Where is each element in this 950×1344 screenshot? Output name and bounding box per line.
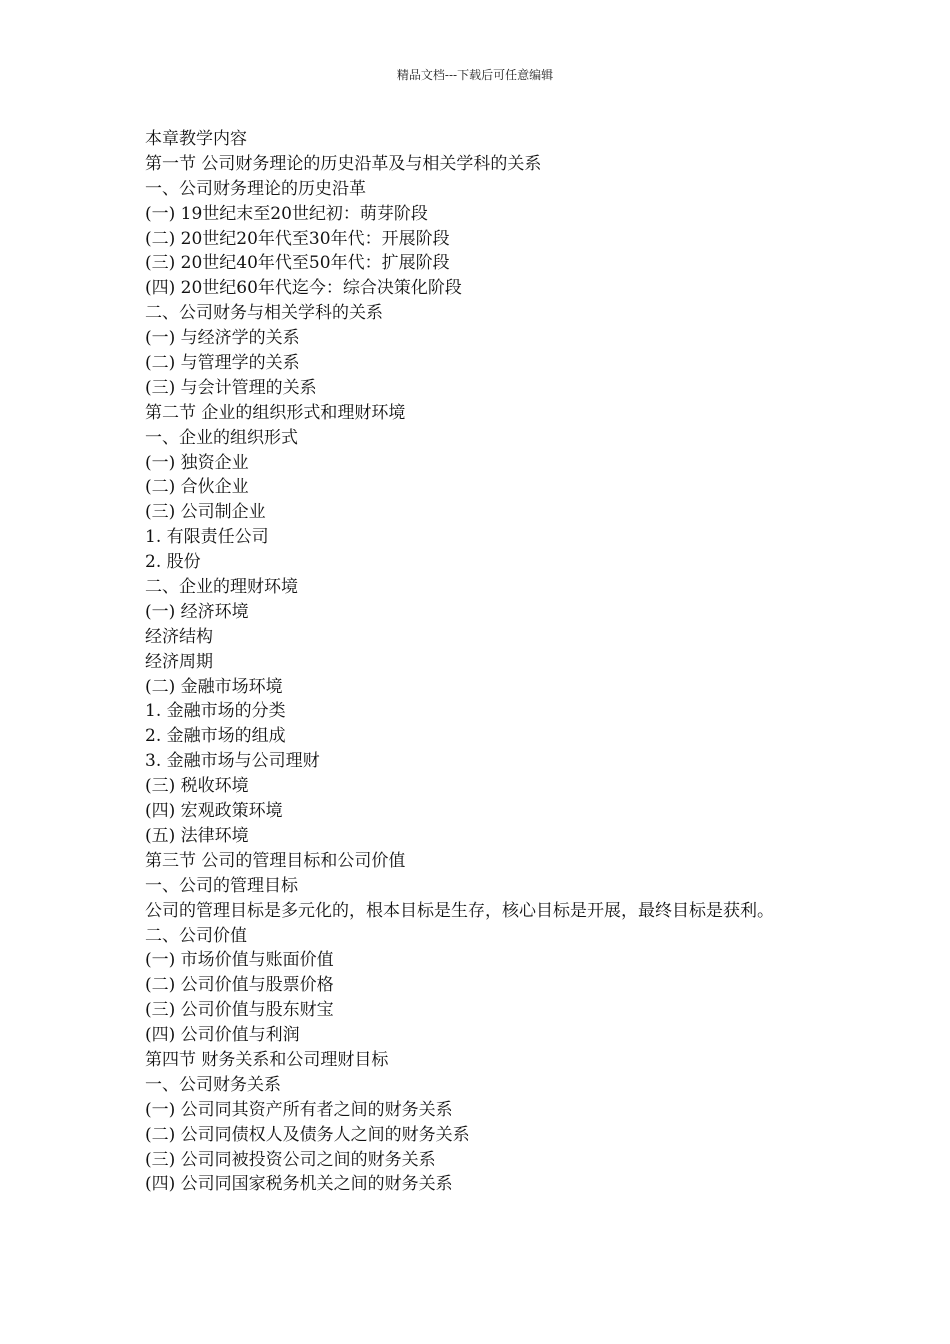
outline-line: (三) 税收环境 (145, 776, 249, 797)
outline-line: (二) 与管理学的关系 (145, 353, 300, 374)
outline-line: 第三节 公司的管理目标和公司价值 (145, 850, 406, 871)
outline-line: (一) 19世纪末至20世纪初：萌芽阶段 (145, 203, 428, 224)
outline-line: (一) 市场价值与账面价值 (145, 950, 334, 971)
page-header: 精品文档---下载后可任意编辑 (396, 68, 554, 82)
outline-line: 第一节 公司财务理论的历史沿革及与相关学科的关系 (145, 153, 542, 174)
outline-line: 1. 金融市场的分类 (145, 701, 286, 722)
outline-line: (三) 公司同被投资公司之间的财务关系 (145, 1149, 436, 1170)
outline-line: (二) 20世纪20年代至30年代：开展阶段 (145, 228, 450, 249)
outline-line: 二、企业的理财环境 (145, 577, 298, 598)
goal-paragraph: 公司的管理目标是多元化的，根本目标是生存，核心目标是开展，最终目标是获利。 (145, 900, 774, 921)
outline-line: (二) 公司同债权人及债务人之间的财务关系 (145, 1124, 470, 1145)
outline-line: 1. 有限责任公司 (145, 527, 269, 548)
outline-line: 一、公司财务理论的历史沿革 (145, 178, 366, 199)
outline-line: (一) 独资企业 (145, 452, 249, 473)
outline-line: 本章教学内容 (145, 129, 247, 149)
outline-line: (四) 20世纪60年代迄今：综合决策化阶段 (145, 278, 462, 299)
outline-line: 二、公司财务与相关学科的关系 (145, 303, 383, 324)
outline-line: 2. 金融市场的组成 (145, 726, 286, 747)
outline-line: 3. 金融市场与公司理财 (145, 751, 320, 772)
outline-line: (三) 公司制企业 (145, 502, 266, 523)
outline-line: 二、公司价值 (145, 925, 247, 946)
outline-line: (三) 20世纪40年代至50年代：扩展阶段 (145, 253, 450, 274)
outline-line: 经济周期 (145, 651, 213, 672)
outline-line: 一、公司财务关系 (145, 1074, 281, 1095)
outline-line: 第二节 企业的组织形式和理财环境 (145, 402, 406, 423)
outline-line: (二) 合伙企业 (145, 477, 249, 498)
outline-line: (四) 宏观政策环境 (145, 801, 283, 822)
outline-section-1 (145, 127, 815, 899)
outline-section-2 (145, 924, 815, 1198)
outline-line: (二) 公司价值与股票价格 (145, 975, 334, 996)
outline-line: 第四节 财务关系和公司理财目标 (145, 1049, 389, 1070)
outline-line: (四) 公司价值与利润 (145, 1025, 300, 1046)
outline-line: 2. 股份 (145, 552, 201, 573)
document-body (145, 127, 815, 1197)
outline-line: 经济结构 (145, 626, 213, 647)
outline-line: (三) 与会计管理的关系 (145, 377, 317, 398)
outline-line: (四) 公司同国家税务机关之间的财务关系 (145, 1174, 453, 1195)
outline-line: (一) 与经济学的关系 (145, 328, 300, 349)
outline-line: (一) 公司同其资产所有者之间的财务关系 (145, 1099, 453, 1120)
outline-line: 一、公司的管理目标 (145, 875, 298, 896)
outline-line: (三) 公司价值与股东财宝 (145, 1000, 334, 1021)
outline-line: (一) 经济环境 (145, 601, 249, 622)
outline-line: 一、企业的组织形式 (145, 427, 298, 448)
outline-line: (五) 法律环境 (145, 825, 249, 846)
outline-line: (二) 金融市场环境 (145, 676, 283, 697)
